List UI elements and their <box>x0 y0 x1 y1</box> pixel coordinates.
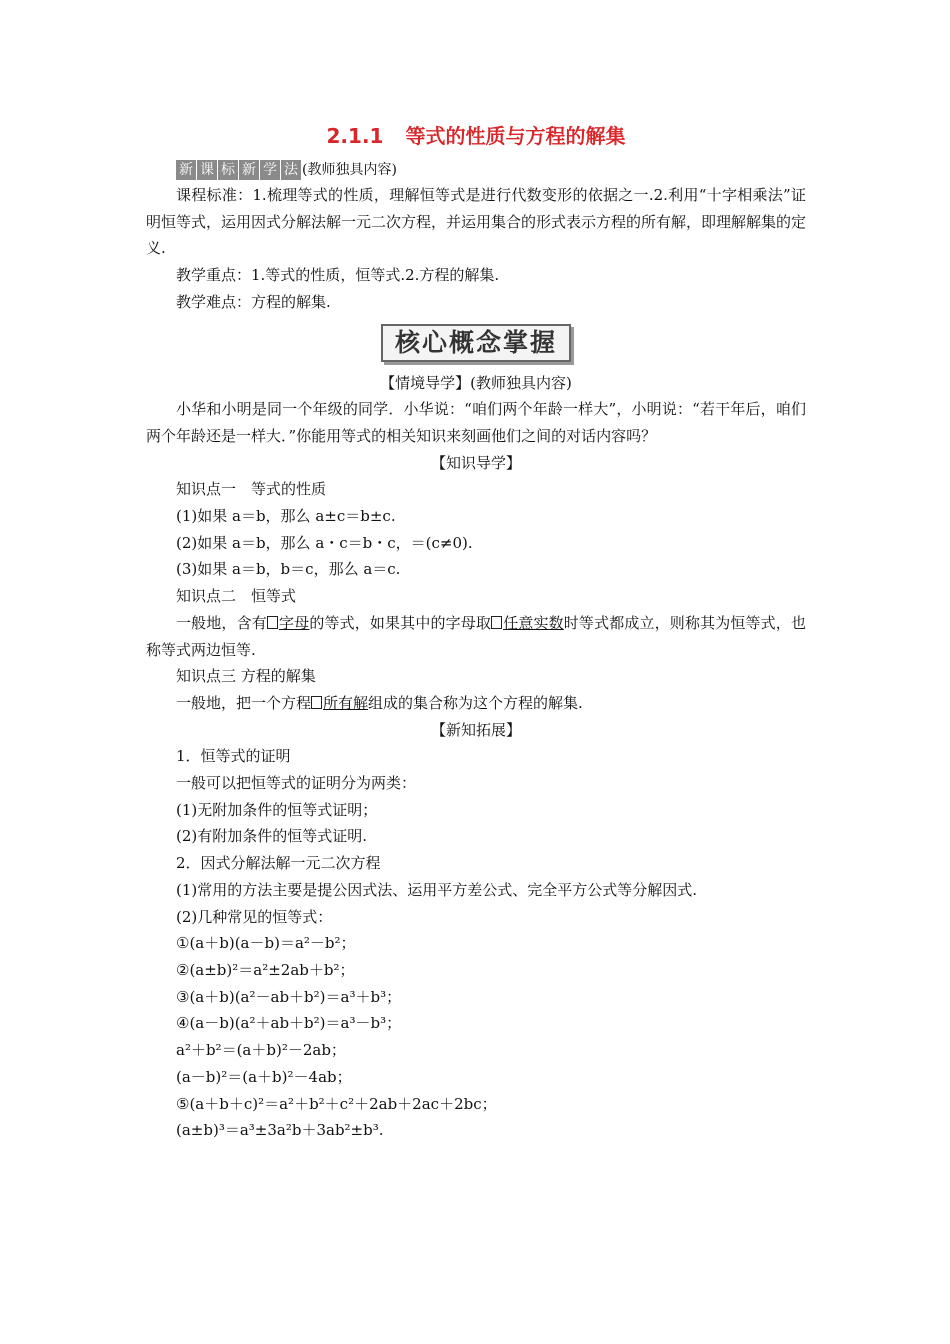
point1-title: 知识点一 等式的性质 <box>176 480 327 499</box>
point1-item: (2)如果 a＝b，那么 a・c＝b・c，＝(c≠0). <box>176 533 473 552</box>
situation-text: 小华和小明是同一个年级的同学．小华说：“咱们两个年龄一样大”，小明说：“若干年后，咱们两个年龄还是一样大．”你能用等式的相关知识来刻画他们之间的对话内容吗？ <box>146 400 806 445</box>
section-number: 2.1.1 <box>326 124 384 148</box>
course-standard: 课程标准：1.梳理等式的性质，理解恒等式是进行代数变形的依据之一.2.利用“十字相乘法”证明恒等式，运用因式分解法解一元二次方程，并运用集合的形式表示方程的所有解，即理解解集的定义. <box>146 186 807 258</box>
extension-line: 1．恒等式的证明 <box>176 747 291 766</box>
extension-line: 2．因式分解法解一元二次方程 <box>176 854 381 873</box>
formula-line: (a－b)²＝(a＋b)²－4ab； <box>176 1067 352 1086</box>
point2-mid: 的等式，如果其中的字母取 <box>309 613 492 632</box>
badge-char: 法 <box>281 160 301 180</box>
extension-line: (1)常用的方法主要是提公因式法、运用平方差公式、完全平方公式等分解因式. <box>176 880 698 899</box>
point2-title: 知识点二 恒等式 <box>176 587 297 606</box>
point3-pre: 一般地，把一个方程 <box>176 693 312 712</box>
formula-line: ⑤(a＋b＋c)²＝a²＋b²＋c²＋2ab＋2ac＋2bc； <box>176 1094 497 1113</box>
point2-pre: 一般地，含有 <box>176 613 267 632</box>
section-banner: 核心概念掌握 <box>381 324 571 362</box>
difficulties: 教学难点：方程的解集. <box>176 292 331 311</box>
extension-line: (1)无附加条件的恒等式证明； <box>176 800 378 819</box>
badge-char: 新 <box>176 160 196 180</box>
point3-post: 组成的集合称为这个方程的解集. <box>368 693 583 712</box>
knowledge-heading: 【知识导学】 <box>430 453 521 472</box>
formula-line: ②(a±b)²＝a²±2ab＋b²； <box>176 960 355 979</box>
point1-item: (1)如果 a＝b，那么 a±c＝b±c. <box>176 507 396 526</box>
blank-box-icon <box>491 616 502 629</box>
badge-char: 标 <box>218 160 238 180</box>
point2-text <box>146 610 806 663</box>
badge-note: (教师独具内容) <box>302 162 397 178</box>
formula-line: ①(a＋b)(a－b)＝a²－b²； <box>176 934 356 953</box>
extension-line: (2)有附加条件的恒等式证明. <box>176 827 368 846</box>
teaching-method-badge <box>146 156 806 182</box>
point2-post: 时等式都成立，则称其为恒等式，也称等式两边恒等. <box>146 613 806 659</box>
extension-line: 一般可以把恒等式的证明分为两类： <box>176 774 417 793</box>
page-title <box>146 118 806 154</box>
point1-item: (3)如果 a＝b，b＝c，那么 a＝c. <box>176 560 401 579</box>
formula-line: ③(a＋b)(a²－ab＋b²)＝a³＋b³； <box>176 987 402 1006</box>
answer-letters: 字母 <box>278 613 310 632</box>
situation-heading: 【情境导学】(教师独具内容) <box>380 373 572 392</box>
extension-line: (2)几种常见的恒等式： <box>176 907 333 926</box>
answer-any-real: 任意实数 <box>503 613 564 632</box>
blank-box-icon <box>311 696 322 709</box>
blank-box-icon <box>267 616 278 629</box>
badge-char: 新 <box>239 160 259 180</box>
formula-line: (a±b)³＝a³±3a²b＋3ab²±b³. <box>176 1121 384 1140</box>
extension-heading: 【新知拓展】 <box>430 720 521 739</box>
point3-title: 知识点三 方程的解集 <box>176 667 316 686</box>
answer-all-solutions: 所有解 <box>323 693 369 712</box>
document-page <box>146 118 806 1144</box>
badge-char: 课 <box>197 160 217 180</box>
formula-line: ④(a－b)(a²＋ab＋b²)＝a³－b³； <box>176 1014 402 1033</box>
point3-text <box>146 690 806 717</box>
formula-line: a²＋b²＝(a＋b)²－2ab； <box>176 1041 346 1060</box>
section-title: 等式的性质与方程的解集 <box>405 124 626 148</box>
key-points: 教学重点：1.等式的性质，恒等式.2.方程的解集. <box>176 266 500 285</box>
badge-char: 学 <box>260 160 280 180</box>
section-banner-wrap <box>146 324 806 364</box>
